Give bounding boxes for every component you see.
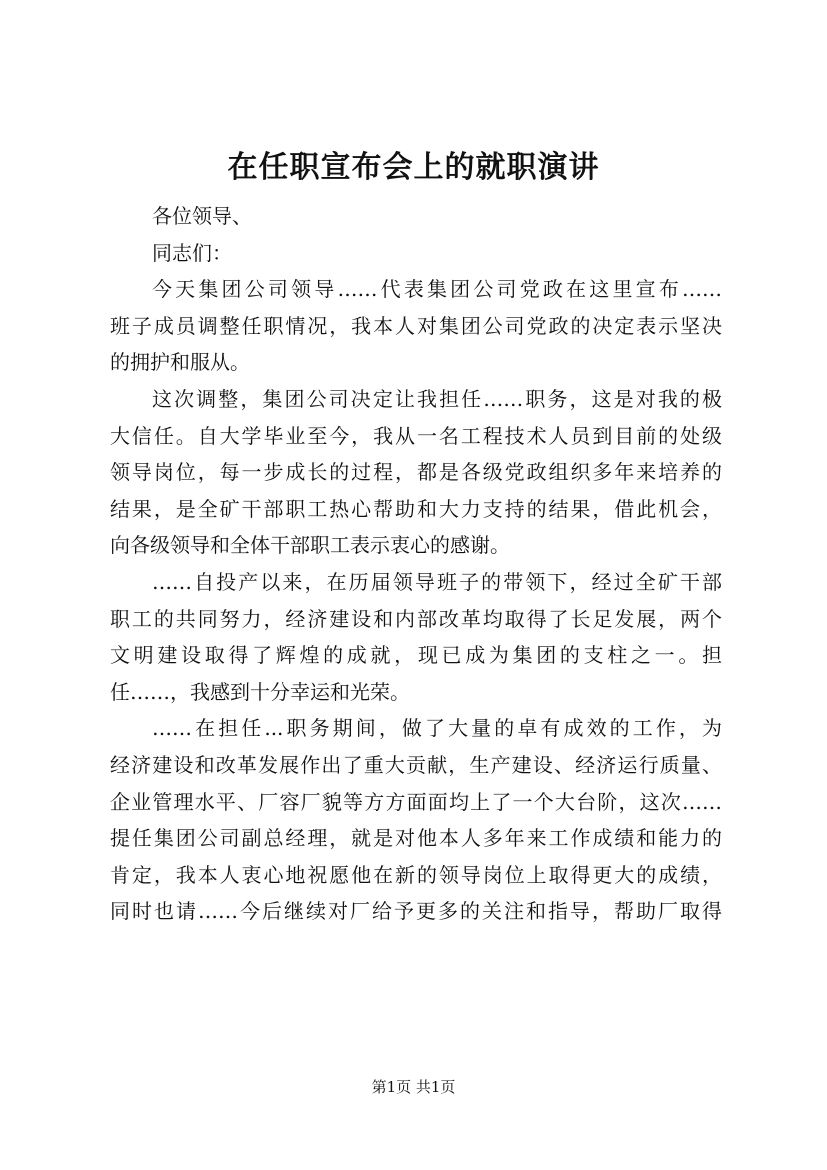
- paragraph-line: 结果，是全矿干部职工热心帮助和大力支持的结果，借此机会，: [110, 496, 722, 521]
- paragraph-line: 企业管理水平、厂容厂貌等方方面面均上了一个大台阶，这次……: [110, 789, 722, 814]
- document-title: 在任职宣布会上的就职演讲: [227, 150, 600, 185]
- paragraph-line: 职工的共同努力，经济建设和内部改革均取得了长足发展，两个: [110, 606, 722, 631]
- paragraph-line: 这次调整，集团公司决定让我担任……职务，这是对我的极: [152, 386, 722, 411]
- paragraph-line: 同时也请……今后继续对厂给予更多的关注和指导，帮助厂取得: [110, 899, 722, 924]
- paragraph-line: 提任集团公司副总经理，就是对他本人多年来工作成绩和能力的: [110, 826, 722, 851]
- salutation-line: 各位领导、: [152, 204, 252, 228]
- paragraph-line: 文明建设取得了辉煌的成就，现已成为集团的支柱之一。担: [110, 643, 722, 668]
- paragraph-line: 大信任。自大学毕业至今，我从一名工程技术人员到目前的处级: [110, 423, 722, 448]
- salutation-line: 同志们：: [152, 240, 232, 265]
- page-footer: 第1页 共1页: [371, 1078, 456, 1096]
- paragraph-line: 的拥护和服从。: [110, 350, 250, 375]
- paragraph-line: 领导岗位，每一步成长的过程，都是各级党政组织多年来培养的: [110, 460, 722, 485]
- paragraph-line: 经济建设和改革发展作出了重大贡献，生产建设、经济运行质量、: [110, 752, 722, 777]
- paragraph-line: 今天集团公司领导……代表集团公司党政在这里宣布……: [152, 277, 722, 302]
- paragraph-line: ……自投产以来，在历届领导班子的带领下，经过全矿干部: [152, 569, 722, 594]
- paragraph-line: 向各级领导和全体干部职工表示衷心的感谢。: [110, 533, 510, 558]
- document-body: [110, 198, 722, 930]
- paragraph-line: 任……，我感到十分幸运和光荣。: [110, 679, 410, 704]
- paragraph-line: 班子成员调整任职情况，我本人对集团公司党政的决定表示坚决: [110, 313, 722, 338]
- paragraph-line: 肯定，我本人衷心地祝愿他在新的领导岗位上取得更大的成绩，: [110, 862, 722, 887]
- paragraph-line: ……在担任...职务期间，做了大量的卓有成效的工作，为: [152, 716, 722, 741]
